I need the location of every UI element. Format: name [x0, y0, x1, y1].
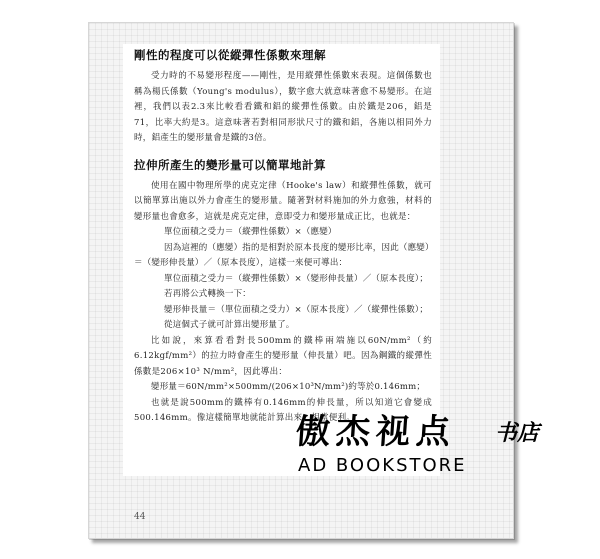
paragraph-hookes-law: 使用在國中物理所學的虎克定律（Hooke's law）和縱彈性係數，就可以簡單算出施以外力會產生的變形量。隨著對材料施加的外力愈強，材料的變形量也會愈多，這就是虎克定律，意即受力和變形量成正比，也就是：	[134, 180, 432, 222]
formula-result: 變形量＝60N/mm²×500mm/(206×10³N/mm²)約等於0.146mm；	[151, 382, 426, 392]
formula-line: 單位面積之受力＝（縱彈性係數）×（變形伸長量）／（原本長度）；	[164, 273, 429, 284]
formula-line: ＝（變形伸長量）／（原本長度），這樣一來便可導出：	[134, 258, 348, 268]
formula-line: 變形伸長量＝（單位面積之受力）×（原本長度）／（縱彈性係數）；	[164, 304, 429, 315]
formula-line: 單位面積之受力＝（縱彈性係數）×（應變）	[164, 227, 337, 237]
watermark-chinese: 傲杰视点	[294, 412, 458, 452]
section-heading-rigidity: 剛性的程度可以從縱彈性係數來理解	[134, 48, 326, 62]
text-column	[134, 47, 432, 427]
store-watermark	[296, 410, 586, 490]
text-line: 因為這裡的（應變）指的是相對於原本長度的變形比率，因此（應變）	[164, 242, 434, 253]
text-line: 從這個式子就可計算出變形量了。	[164, 320, 295, 330]
paragraph-conclusion: 也就是說500mm的鐵棒有0.146mm的伸長量，所以知道它會變成500.146mm。像這樣簡單地就能計算出來，相當便利。	[134, 397, 432, 423]
paragraph-rigidity: 受力時的不易變形程度——剛性，是用縱彈性係數來表現。這個係數也稱為楊氏係數（Young's modulus），數字愈大就意味著愈不易變形。在這裡，我們以表2.3來比較看看鐵和鋁的縱彈性係數。由於鐵是206，鋁是71，比率大約是3。這意味著若對相同形狀尺寸的鐵和鋁，各施以相同外力時，鋁產生的變形量會是鐵的3倍。	[134, 71, 432, 143]
watermark-english: AD BOOKSTORE	[298, 455, 467, 476]
watermark-chinese-suffix: 书店	[495, 420, 540, 446]
page-number: 44	[134, 512, 146, 522]
text-line: 若再將公式轉換一下：	[164, 289, 252, 299]
paragraph-example: 比如說，來算看看對長500mm的鐵棒兩端施以60N/mm²（約6.12kgf/mm²）的拉力時會產生的變形量（伸長量）吧。因為鋼鐵的縱彈性係數是206×10³ N/mm²，因此導出：	[134, 335, 432, 377]
section-heading-deformation: 拉伸所產生的變形量可以簡單地計算	[134, 157, 326, 172]
